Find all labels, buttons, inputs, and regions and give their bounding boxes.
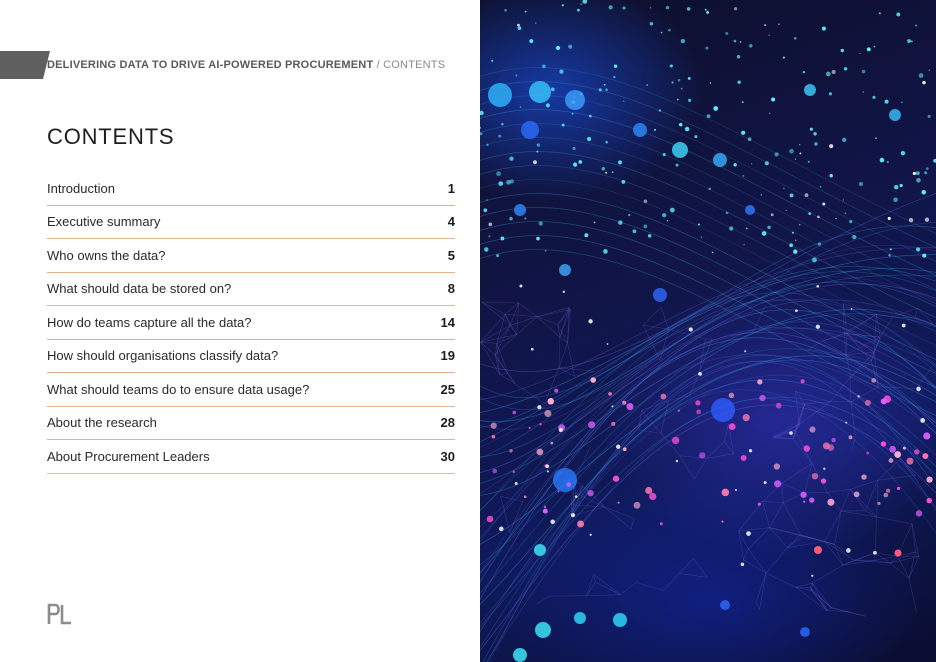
toc-label: Executive summary <box>47 214 161 230</box>
page-title: CONTENTS <box>47 124 175 149</box>
breadcrumb-separator: / <box>373 59 384 71</box>
toc-page-number: 8 <box>447 281 455 297</box>
toc-row[interactable] <box>47 407 455 441</box>
toc-page-number: 14 <box>440 314 455 330</box>
pl-logo-icon <box>47 603 73 630</box>
report-title: DELIVERING DATA TO DRIVE AI-POWERED PROCUREMENT <box>47 59 374 71</box>
toc-label: About Procurement Leaders <box>47 448 210 464</box>
header-tab-accent <box>0 51 50 79</box>
toc-page-number: 19 <box>440 348 455 364</box>
toc-label: What should teams do to ensure data usage? <box>47 381 310 397</box>
toc-page-number: 1 <box>447 180 455 196</box>
toc-row[interactable] <box>47 172 455 206</box>
toc-row[interactable] <box>47 239 455 273</box>
toc-row[interactable] <box>47 440 455 474</box>
toc-label: What should data be stored on? <box>47 281 232 297</box>
breadcrumb-section: CONTENTS <box>383 59 446 71</box>
toc-label: Introduction <box>47 180 115 196</box>
toc-page-number: 30 <box>440 448 455 464</box>
toc-row[interactable] <box>47 273 455 307</box>
toc-label: How should organisations classify data? <box>47 348 279 364</box>
toc-label: About the research <box>47 415 157 431</box>
toc-label: How do teams capture all the data? <box>47 314 252 330</box>
toc-row[interactable] <box>47 373 455 407</box>
breadcrumb <box>47 59 445 71</box>
toc-page-number: 4 <box>447 214 455 230</box>
network-data-visual-icon <box>480 0 936 662</box>
network-art <box>480 0 936 662</box>
toc-page-number: 5 <box>447 247 455 263</box>
toc-row[interactable] <box>47 206 455 240</box>
toc-page-number: 28 <box>440 415 455 431</box>
toc-row[interactable] <box>47 340 455 374</box>
table-of-contents <box>47 172 455 474</box>
toc-row[interactable] <box>47 306 455 340</box>
toc-label: Who owns the data? <box>47 247 166 263</box>
toc-page-number: 25 <box>440 381 455 397</box>
